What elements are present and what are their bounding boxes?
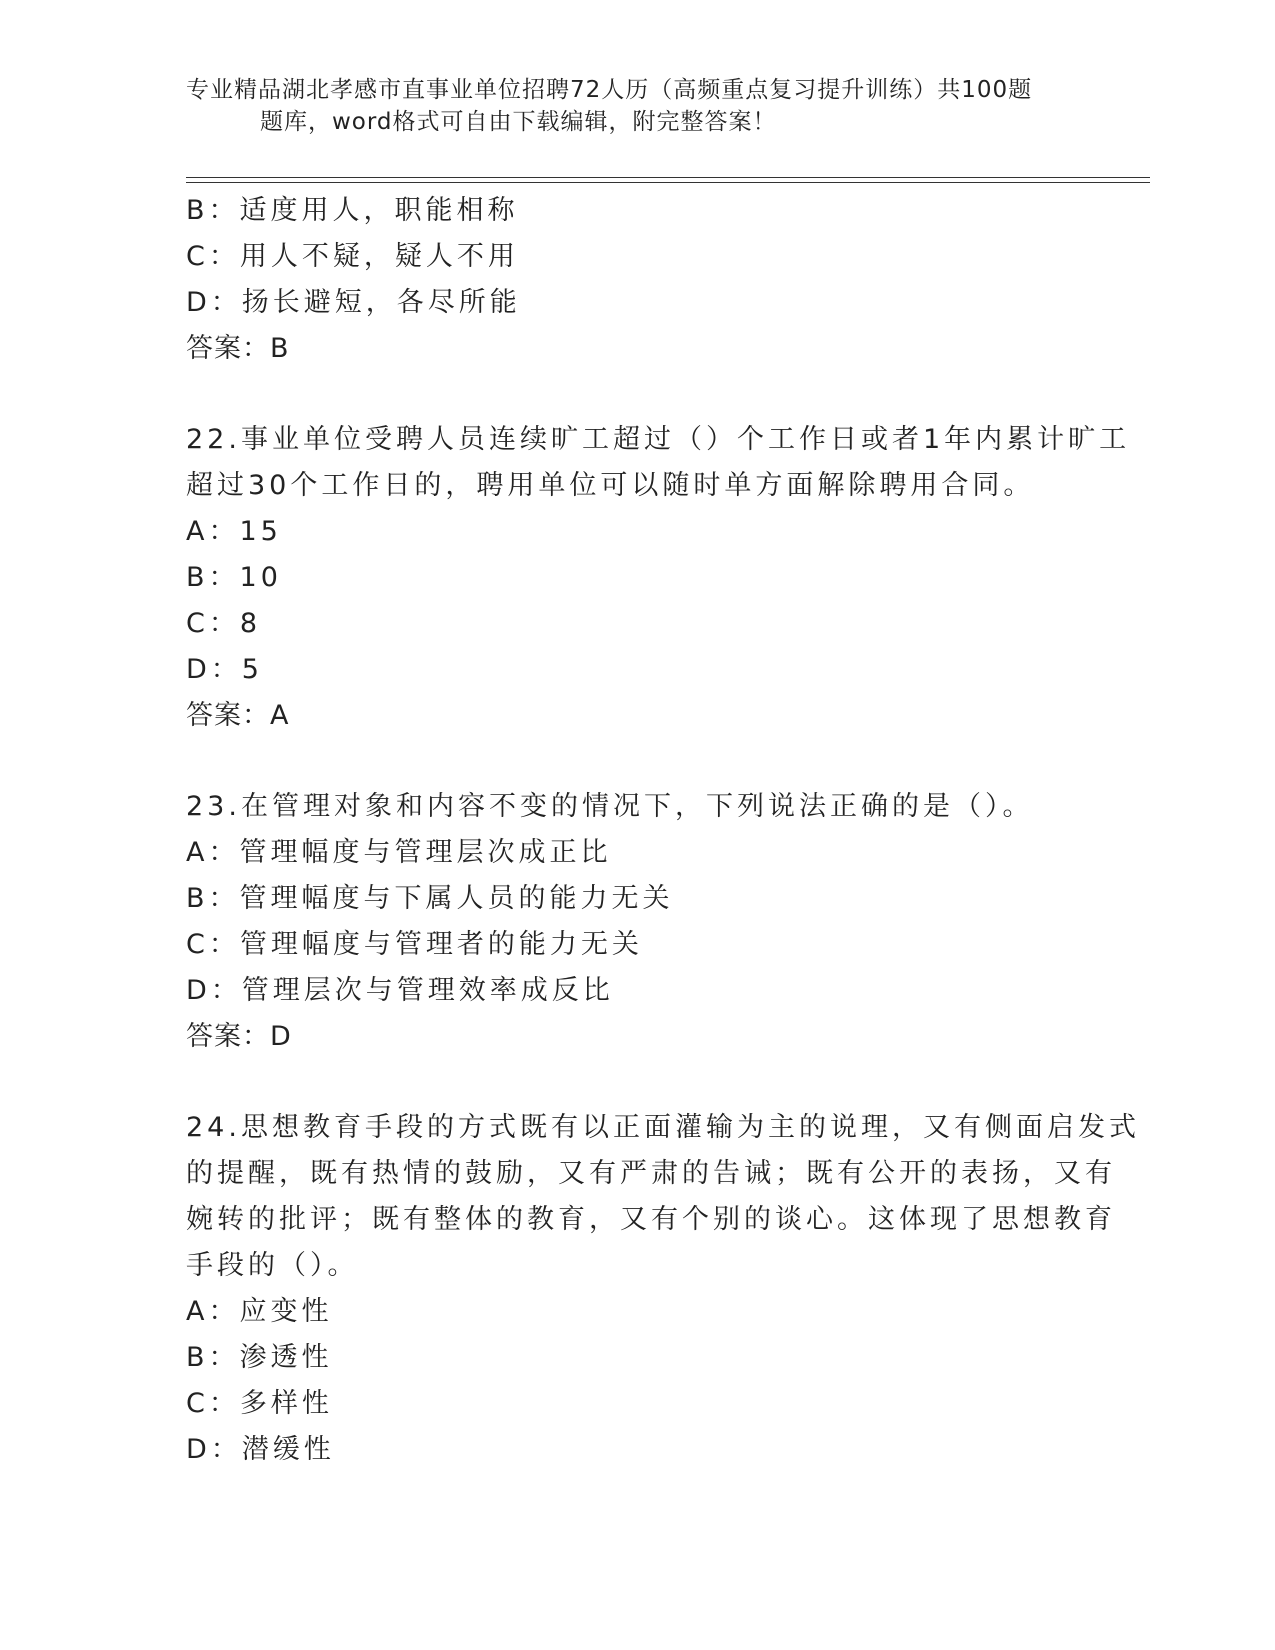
question-stem-line: 超过30个工作日的，聘用单位可以随时单方面解除聘用合同。 xyxy=(186,470,1035,501)
option-b: B：适度用人，职能相称 xyxy=(186,195,519,226)
question-stem-line: 23.在管理对象和内容不变的情况下，下列说法正确的是（）。 xyxy=(186,791,1034,822)
option-d: D：潜缓性 xyxy=(186,1434,335,1465)
question-block-continued xyxy=(186,188,1086,372)
option-c: C：用人不疑，疑人不用 xyxy=(186,241,519,272)
question-block-24 xyxy=(186,1105,1140,1473)
question-block-22 xyxy=(186,417,1131,739)
option-d: D：管理层次与管理效率成反比 xyxy=(186,975,614,1006)
answer-line: 答案：D xyxy=(186,1021,292,1052)
header-title-line-2: 题库，word格式可自由下载编辑，附完整答案！ xyxy=(260,109,777,135)
option-a: A：应变性 xyxy=(186,1296,333,1327)
question-stem-line: 22.事业单位受聘人员连续旷工超过（）个工作日或者1年内累计旷工 xyxy=(186,424,1131,455)
question-stem xyxy=(186,784,1086,830)
option-a: A：15 xyxy=(186,516,282,547)
header-title-line-1: 专业精品湖北孝感市直事业单位招聘72人历（高频重点复习提升训练）共100题 xyxy=(186,77,1033,103)
question-stem-line: 手段的（）。 xyxy=(186,1250,359,1281)
question-stem xyxy=(186,1105,1140,1289)
question-stem-line: 24.思想教育手段的方式既有以正面灌输为主的说理，又有侧面启发式 xyxy=(186,1112,1140,1143)
option-a: A：管理幅度与管理层次成正比 xyxy=(186,837,612,868)
question-stem-line: 的提醒，既有热情的鼓励，又有严肃的告诫；既有公开的表扬，又有 xyxy=(186,1158,1116,1189)
document-header xyxy=(186,74,1086,138)
option-c: C：多样性 xyxy=(186,1388,333,1419)
question-stem-line: 婉转的批评；既有整体的教育，又有个别的谈心。这体现了思想教育 xyxy=(186,1204,1116,1235)
document-body xyxy=(186,188,1140,1473)
header-divider-top xyxy=(186,177,1150,178)
option-d: D：5 xyxy=(186,654,263,685)
option-b: B：10 xyxy=(186,562,282,593)
option-b: B：渗透性 xyxy=(186,1342,333,1373)
option-c: C：8 xyxy=(186,608,262,639)
option-b: B：管理幅度与下属人员的能力无关 xyxy=(186,883,674,914)
option-d: D：扬长避短，各尽所能 xyxy=(186,287,521,318)
answer-line: 答案：B xyxy=(186,333,290,364)
answer-line: 答案：A xyxy=(186,700,290,731)
header-divider-bottom xyxy=(186,182,1150,183)
option-c: C：管理幅度与管理者的能力无关 xyxy=(186,929,643,960)
question-stem xyxy=(186,417,1131,509)
question-block-23 xyxy=(186,784,1086,1060)
